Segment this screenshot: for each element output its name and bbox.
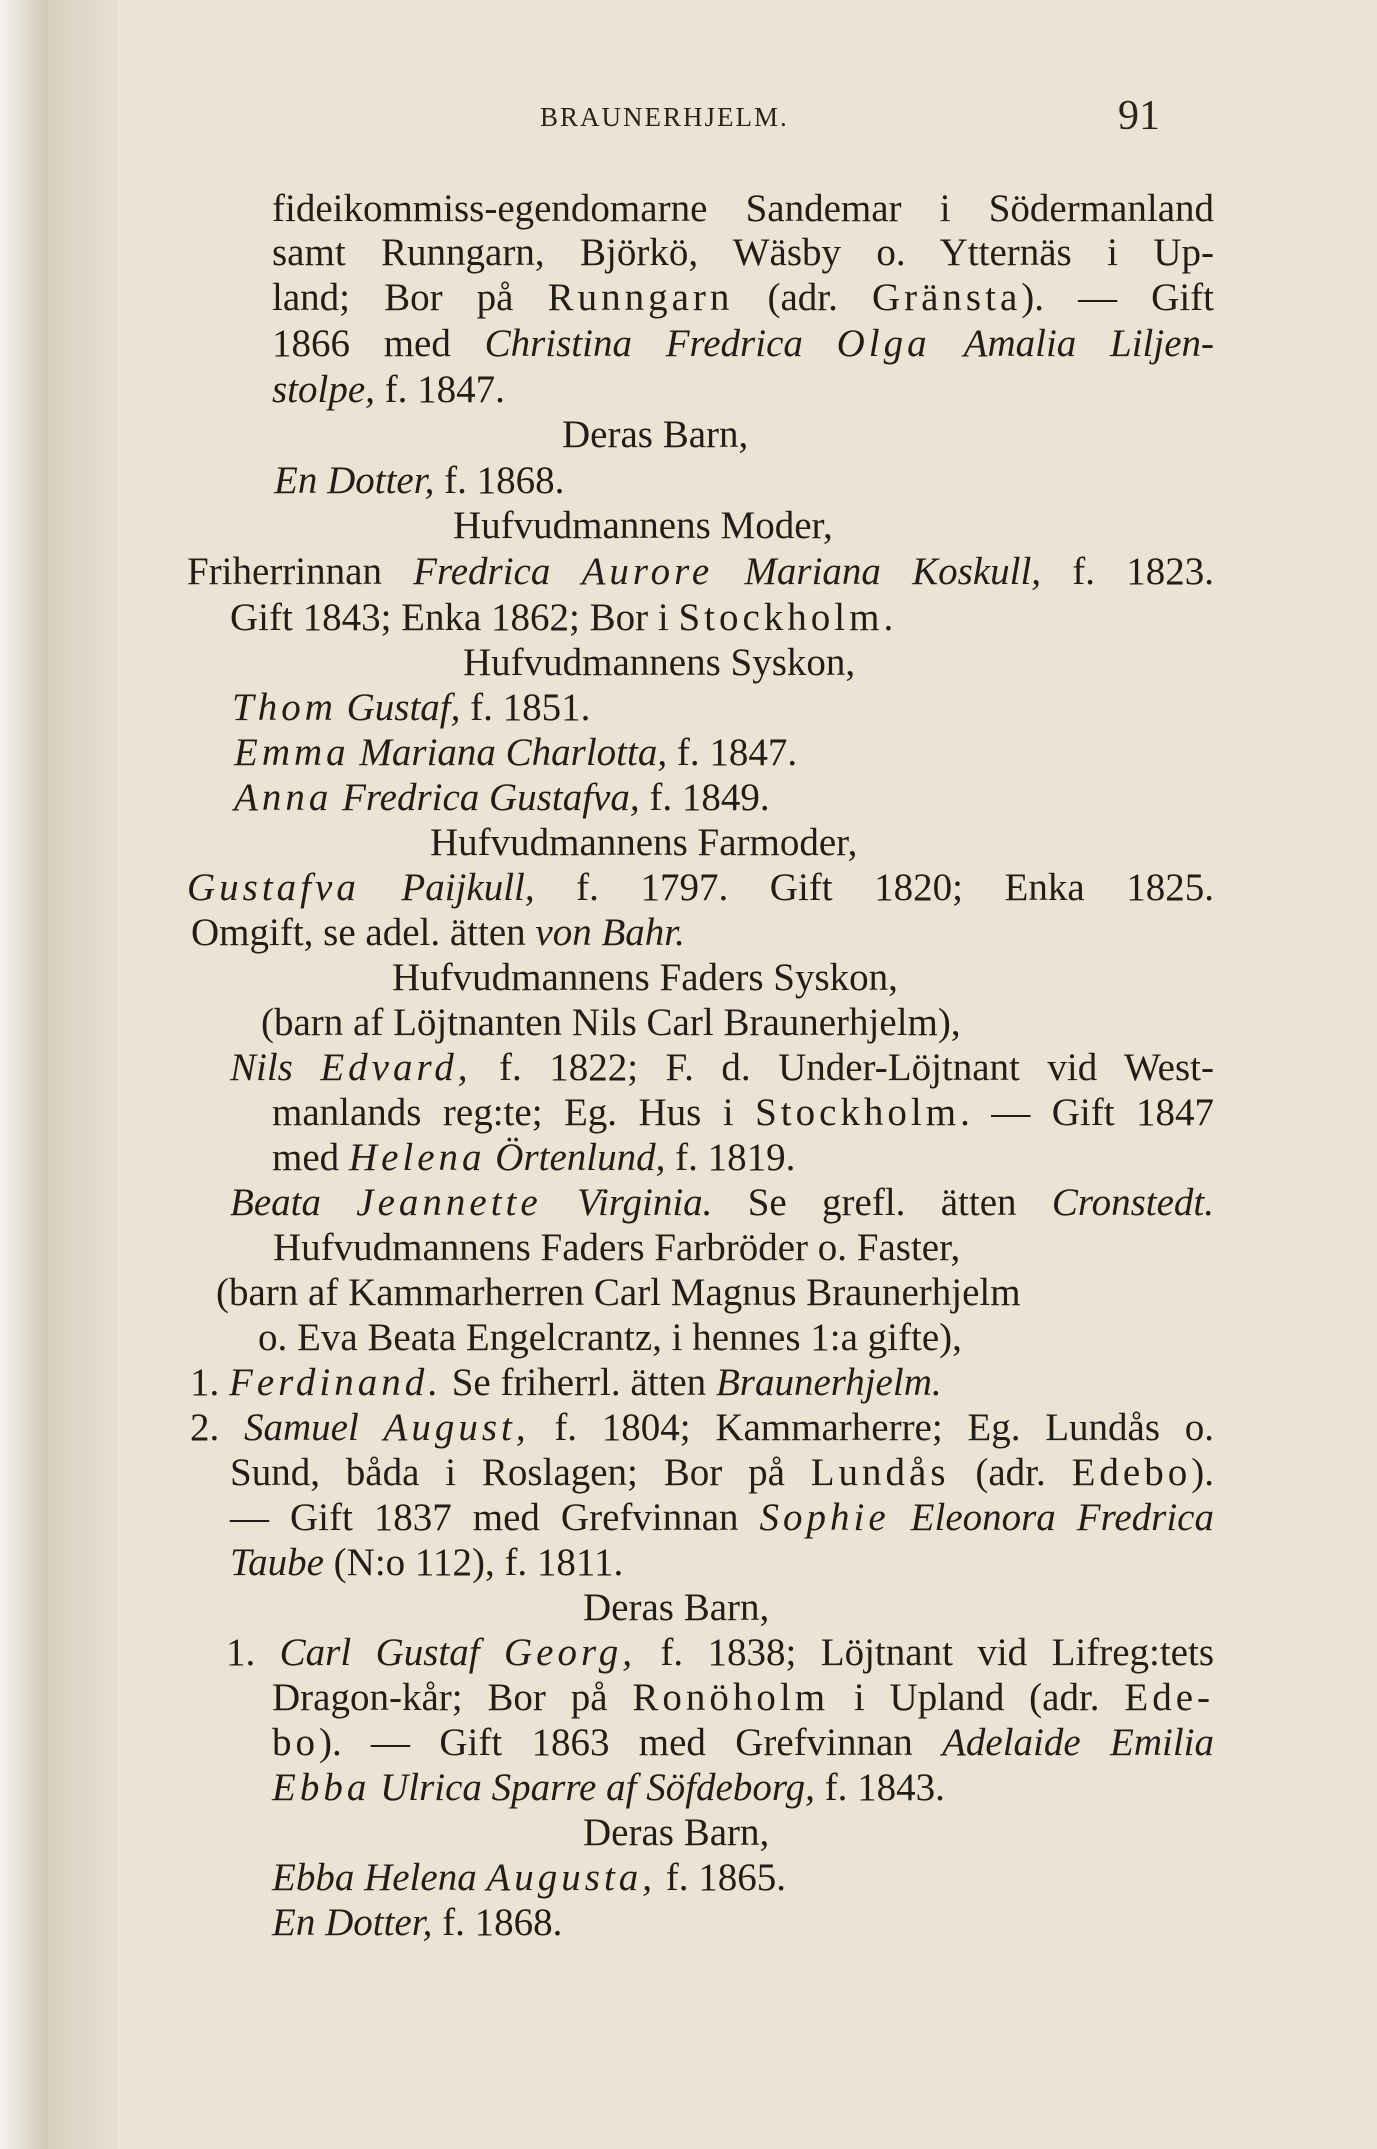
text-line: manlands reg:te; Eg. Hus i Stockholm. — Gift 1847 <box>272 1091 1214 1134</box>
section-heading: Deras Barn, <box>583 1586 770 1629</box>
text-line: Ebba Ulrica Sparre af Söfdeborg, f. 1843. <box>272 1766 945 1809</box>
text-line: o. Eva Beata Engelcrantz, i hennes 1:a gifte), <box>258 1316 962 1359</box>
text-line: Sund, båda i Roslagen; Bor på Lundås (adr. Edebo). <box>230 1451 1214 1494</box>
text-line: Omgift, se adel. ätten von Bahr. <box>191 911 685 954</box>
running-header: BRAUNERHJELM. <box>540 102 789 132</box>
text-line: 1. Carl Gustaf Georg, f. 1838; Löjtnant vid Lifreg:tets <box>226 1631 1214 1674</box>
text-line: — Gift 1837 med Grefvinnan Sophie Eleonora Fredrica <box>230 1496 1214 1539</box>
text-line: 1866 med Christina Fredrica Olga Amalia Liljen- <box>272 322 1214 365</box>
text-line: (barn af Kammarherren Carl Magnus Braunerhjelm <box>216 1271 1021 1314</box>
text-line: bo). — Gift 1863 med Grefvinnan Adelaide Emilia <box>272 1721 1214 1764</box>
text-line: stolpe, f. 1847. <box>272 368 505 411</box>
section-heading: Hufvudmannens Moder, <box>453 504 833 547</box>
text-line: Ebba Helena Augusta, f. 1865. <box>272 1856 787 1899</box>
text-line: samt Runngarn, Björkö, Wäsby o. Ytternäs i Up- <box>272 231 1214 274</box>
text-line: En Dotter, f. 1868. <box>274 459 565 502</box>
section-heading: Hufvudmannens Faders Farbröder o. Faster, <box>273 1226 961 1269</box>
text-line: Gustafva Paijkull, f. 1797. Gift 1820; Enka 1825. <box>187 866 1215 909</box>
text-line: Anna Fredrica Gustafva, f. 1849. <box>234 776 770 819</box>
section-heading: Deras Barn, <box>562 413 749 456</box>
text-line: En Dotter, f. 1868. <box>272 1901 563 1944</box>
text-line: med Helena Örtenlund, f. 1819. <box>272 1136 796 1179</box>
text-line: 1. Ferdinand. Se friherrl. ätten Braunerhjelm. <box>190 1361 942 1404</box>
page-edge-shadow <box>0 0 48 2149</box>
text-line: Friherrinnan Fredrica Aurore Mariana Koskull, f. 1823. <box>187 550 1214 593</box>
text-line: fideikommiss-egendomarne Sandemar i Södermanland <box>272 187 1214 230</box>
text-line: 2. Samuel August, f. 1804; Kammarherre; Eg. Lundås o. <box>190 1406 1214 1449</box>
text-line: land; Bor på Runngarn (adr. Gränsta). — Gift <box>272 276 1215 319</box>
text-line: Nils Edvard, f. 1822; F. d. Under-Löjtnant vid West- <box>230 1046 1214 1089</box>
section-heading: Hufvudmannens Farmoder, <box>430 821 858 864</box>
text-line: Beata Jeannette Virginia. Se grefl. ätten Cronstedt. <box>230 1181 1214 1224</box>
page-gutter <box>48 0 118 2149</box>
text-line: (barn af Löjtnanten Nils Carl Braunerhjelm), <box>261 1001 961 1044</box>
text-line: Dragon-kår; Bor på Ronöholm i Upland (adr. Ede- <box>272 1676 1214 1719</box>
section-heading: Hufvudmannens Syskon, <box>463 641 856 684</box>
text-line: Gift 1843; Enka 1862; Bor i Stockholm. <box>230 596 894 639</box>
section-heading: Deras Barn, <box>583 1811 770 1854</box>
section-heading: Hufvudmannens Faders Syskon, <box>392 956 898 999</box>
text-line: Taube (N:o 112), f. 1811. <box>230 1541 624 1584</box>
text-line: Emma Mariana Charlotta, f. 1847. <box>234 731 798 774</box>
text-line: Thom Gustaf, f. 1851. <box>232 686 591 729</box>
page-number: 91 <box>1118 93 1160 139</box>
